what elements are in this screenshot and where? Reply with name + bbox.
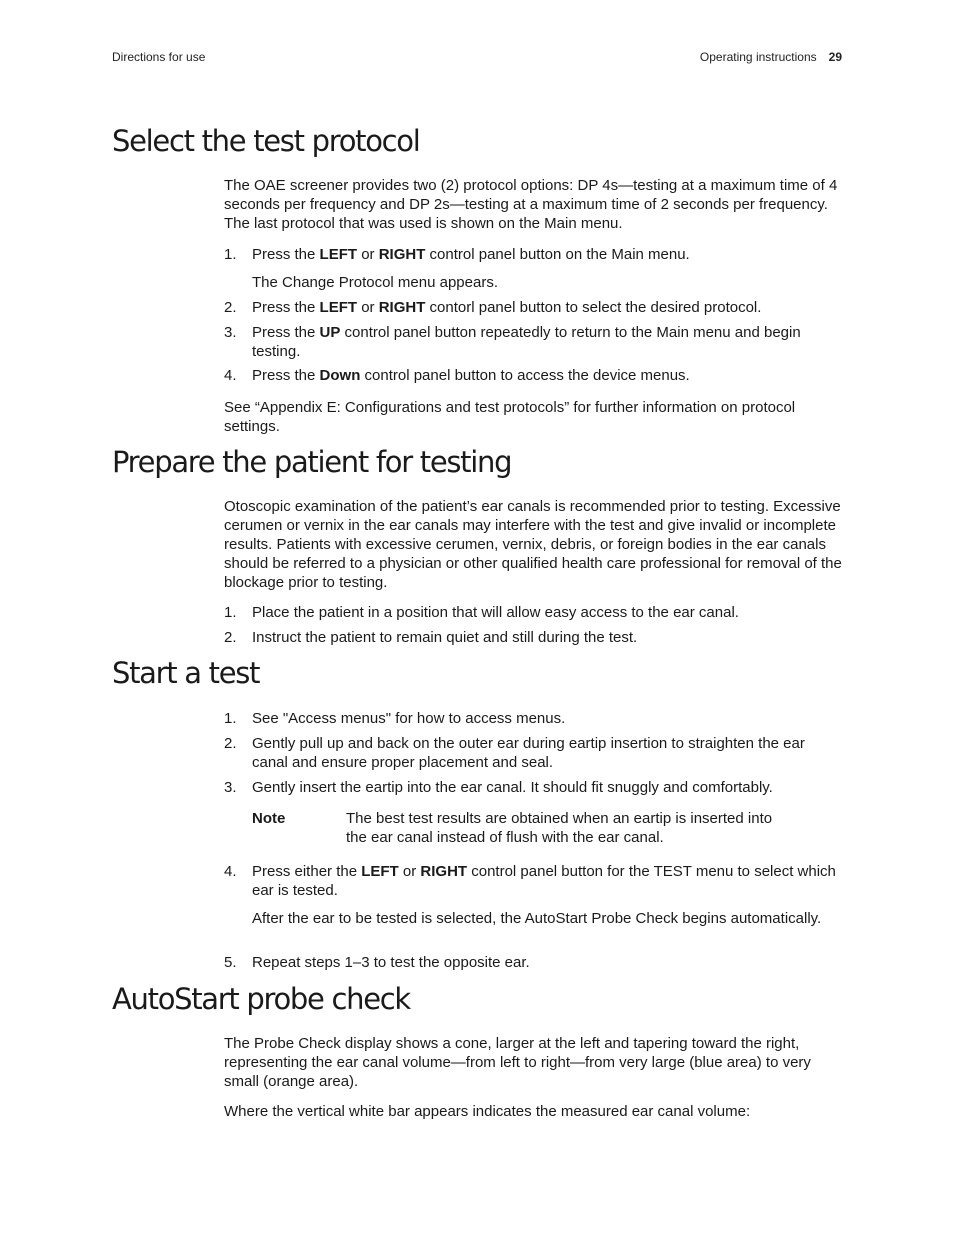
- header-section-name: Operating instructions: [699, 50, 817, 64]
- start-test-step-5: 5. Repeat steps 1–3 to test the opposite ear.: [224, 954, 530, 971]
- page-number: 29: [828, 50, 842, 64]
- probe-check-volume-indicator: Where the vertical white bar appears indicates the measured ear canal volume:: [224, 1103, 751, 1120]
- select-protocol-appendix-reference: See “Appendix E: Configurations and test protocols” for further information on protocol settings.: [224, 399, 796, 435]
- section-title-prepare-patient: Prepare the patient for testing: [112, 445, 512, 479]
- start-test-step-1: 1. See "Access menus" for how to access menus.: [224, 710, 566, 727]
- prepare-patient-step-1: 1. Place the patient in a position that will allow easy access to the ear canal.: [224, 604, 739, 621]
- prepare-patient-intro: Otoscopic examination of the patient’s ear canals is recommended prior to testing. Excessive cerumen or vernix in the ear canals may interfere with the test and give invalid or incomplete results. Patients with excessive cerumen, vernix, debris, or foreign bodies in the ear canals should be referred to a physician or other qualified health care professional for removal of the blockage prior to testing.: [224, 498, 842, 591]
- select-protocol-intro: The OAE screener provides two (2) protocol options: DP 4s—testing at a maximum time of 4 seconds per frequency and DP 2s—testing at a maximum time of 2 seconds per frequency. The last protocol that was used is shown on the Main menu.: [224, 177, 838, 232]
- start-test-note: [252, 809, 844, 847]
- probe-check-description: The Probe Check display shows a cone, larger at the left and tapering toward the right, representing the ear canal volume—from left to right—from very large (blue area) to very small (orange area).: [224, 1035, 811, 1090]
- section-title-autostart-probe-check: AutoStart probe check: [112, 982, 410, 1016]
- select-protocol-step-2: 2. Press the LEFT or RIGHT contorl panel button to select the desired protocol.: [224, 299, 762, 316]
- running-header-left: Directions for use: [112, 50, 206, 64]
- start-test-step-4: 4. Press either the LEFT or RIGHT control panel button for the TEST menu to select which ear is tested.: [224, 863, 836, 899]
- start-test-step-2: 2. Gently pull up and back on the outer ear during eartip insertion to straighten the ear canal and ensure proper placement and seal.: [224, 735, 805, 771]
- select-protocol-step-1: 1. Press the LEFT or RIGHT control panel button on the Main menu.: [224, 246, 690, 263]
- section-title-select-protocol: Select the test protocol: [112, 124, 420, 158]
- note-text: The best test results are obtained when an eartip is inserted into the ear canal instead of flush with the ear canal.: [346, 810, 773, 846]
- prepare-patient-step-2: 2. Instruct the patient to remain quiet and still during the test.: [224, 629, 638, 646]
- section-title-start-test: Start a test: [112, 656, 260, 690]
- select-protocol-step-3: 3. Press the UP control panel button repeatedly to return to the Main menu and begin testing.: [224, 324, 801, 360]
- start-test-step-4-result: After the ear to be tested is selected, the AutoStart Probe Check begins automatically.: [252, 910, 822, 927]
- running-header-right: [700, 50, 842, 64]
- select-protocol-step-4: 4. Press the Down control panel button to access the device menus.: [224, 367, 690, 384]
- start-test-step-3: 3. Gently insert the eartip into the ear canal. It should fit snuggly and comfortably.: [224, 779, 773, 796]
- note-label: Note: [252, 810, 286, 827]
- select-protocol-step-1-result: The Change Protocol menu appears.: [252, 274, 498, 291]
